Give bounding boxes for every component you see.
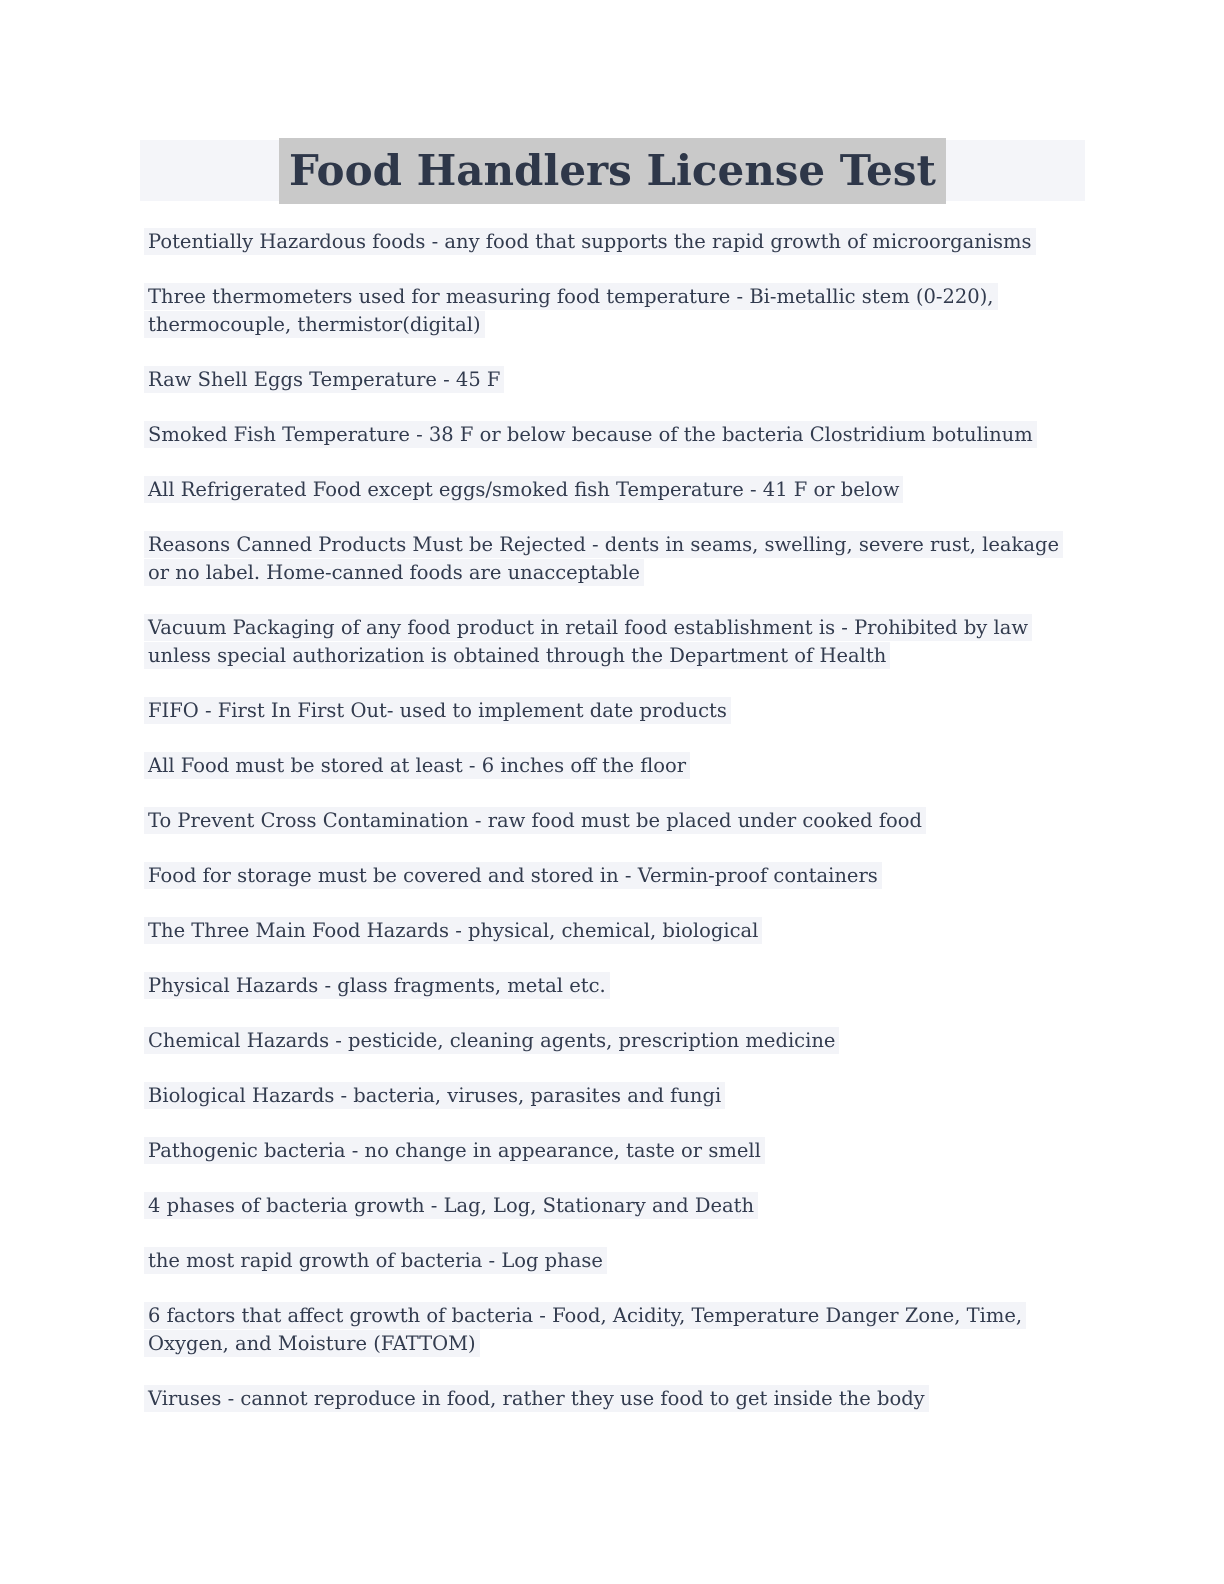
study-item-text: FIFO - First In First Out- used to implement date products [144,697,731,724]
page-title-highlight: Food Handlers License Test [279,138,946,204]
page-title [279,145,946,195]
study-item [144,972,1080,1000]
study-item-text: Chemical Hazards - pesticide, cleaning agents, prescription medicine [144,1027,839,1054]
study-item [144,1137,1080,1165]
document-content [144,228,1080,1413]
study-item-text: Physical Hazards - glass fragments, metal etc. [144,972,610,999]
study-item-text: Food for storage must be covered and stored in - Vermin-proof containers [144,862,882,889]
study-item-text: Biological Hazards - bacteria, viruses, parasites and fungi [144,1082,725,1109]
study-item-text: the most rapid growth of bacteria - Log phase [144,1247,607,1274]
study-item-text: Viruses - cannot reproduce in food, rather they use food to get inside the body [144,1385,929,1412]
study-item [144,531,1080,587]
study-item-text: Raw Shell Eggs Temperature - 45 F [144,366,504,393]
title-band [140,140,1085,201]
study-item-text: All Refrigerated Food except eggs/smoked fish Temperature - 41 F or below [144,476,903,503]
study-item [144,1192,1080,1220]
study-item [144,1082,1080,1110]
study-item [144,862,1080,890]
study-item [144,366,1080,394]
study-item [144,917,1080,945]
study-item-text: Three thermometers used for measuring food temperature - Bi-metallic stem (0-220), thermocouple, thermistor(digital) [144,283,998,338]
study-item [144,614,1080,670]
study-item [144,283,1080,339]
study-item-text: Potentially Hazardous foods - any food that supports the rapid growth of microorganisms [144,228,1036,255]
study-item [144,752,1080,780]
study-item [144,807,1080,835]
study-item-text: Reasons Canned Products Must be Rejected - dents in seams, swelling, severe rust, leakage or no label. Home-canned foods are unacceptable [144,531,1063,586]
study-item-text: Vacuum Packaging of any food product in retail food establishment is - Prohibited by law unless special authorization is obtained through the Department of Health [144,614,1032,669]
study-item-text: 4 phases of bacteria growth - Lag, Log, Stationary and Death [144,1192,758,1219]
study-item [144,1385,1080,1413]
study-item-text: To Prevent Cross Contamination - raw food must be placed under cooked food [144,807,926,834]
study-item-text: The Three Main Food Hazards - physical, chemical, biological [144,917,762,944]
study-item-text: 6 factors that affect growth of bacteria - Food, Acidity, Temperature Danger Zone, Time, Oxygen, and Moisture (FATTOM) [144,1302,1026,1357]
study-item-text: Smoked Fish Temperature - 38 F or below because of the bacteria Clostridium botulinum [144,421,1037,448]
study-item [144,476,1080,504]
study-item [144,1247,1080,1275]
study-item [144,228,1080,256]
study-item [144,1302,1080,1358]
study-item [144,697,1080,725]
study-item-text: Pathogenic bacteria - no change in appearance, taste or smell [144,1137,765,1164]
study-item [144,1027,1080,1055]
study-item [144,421,1080,449]
study-item-text: All Food must be stored at least - 6 inches off the floor [144,752,690,779]
